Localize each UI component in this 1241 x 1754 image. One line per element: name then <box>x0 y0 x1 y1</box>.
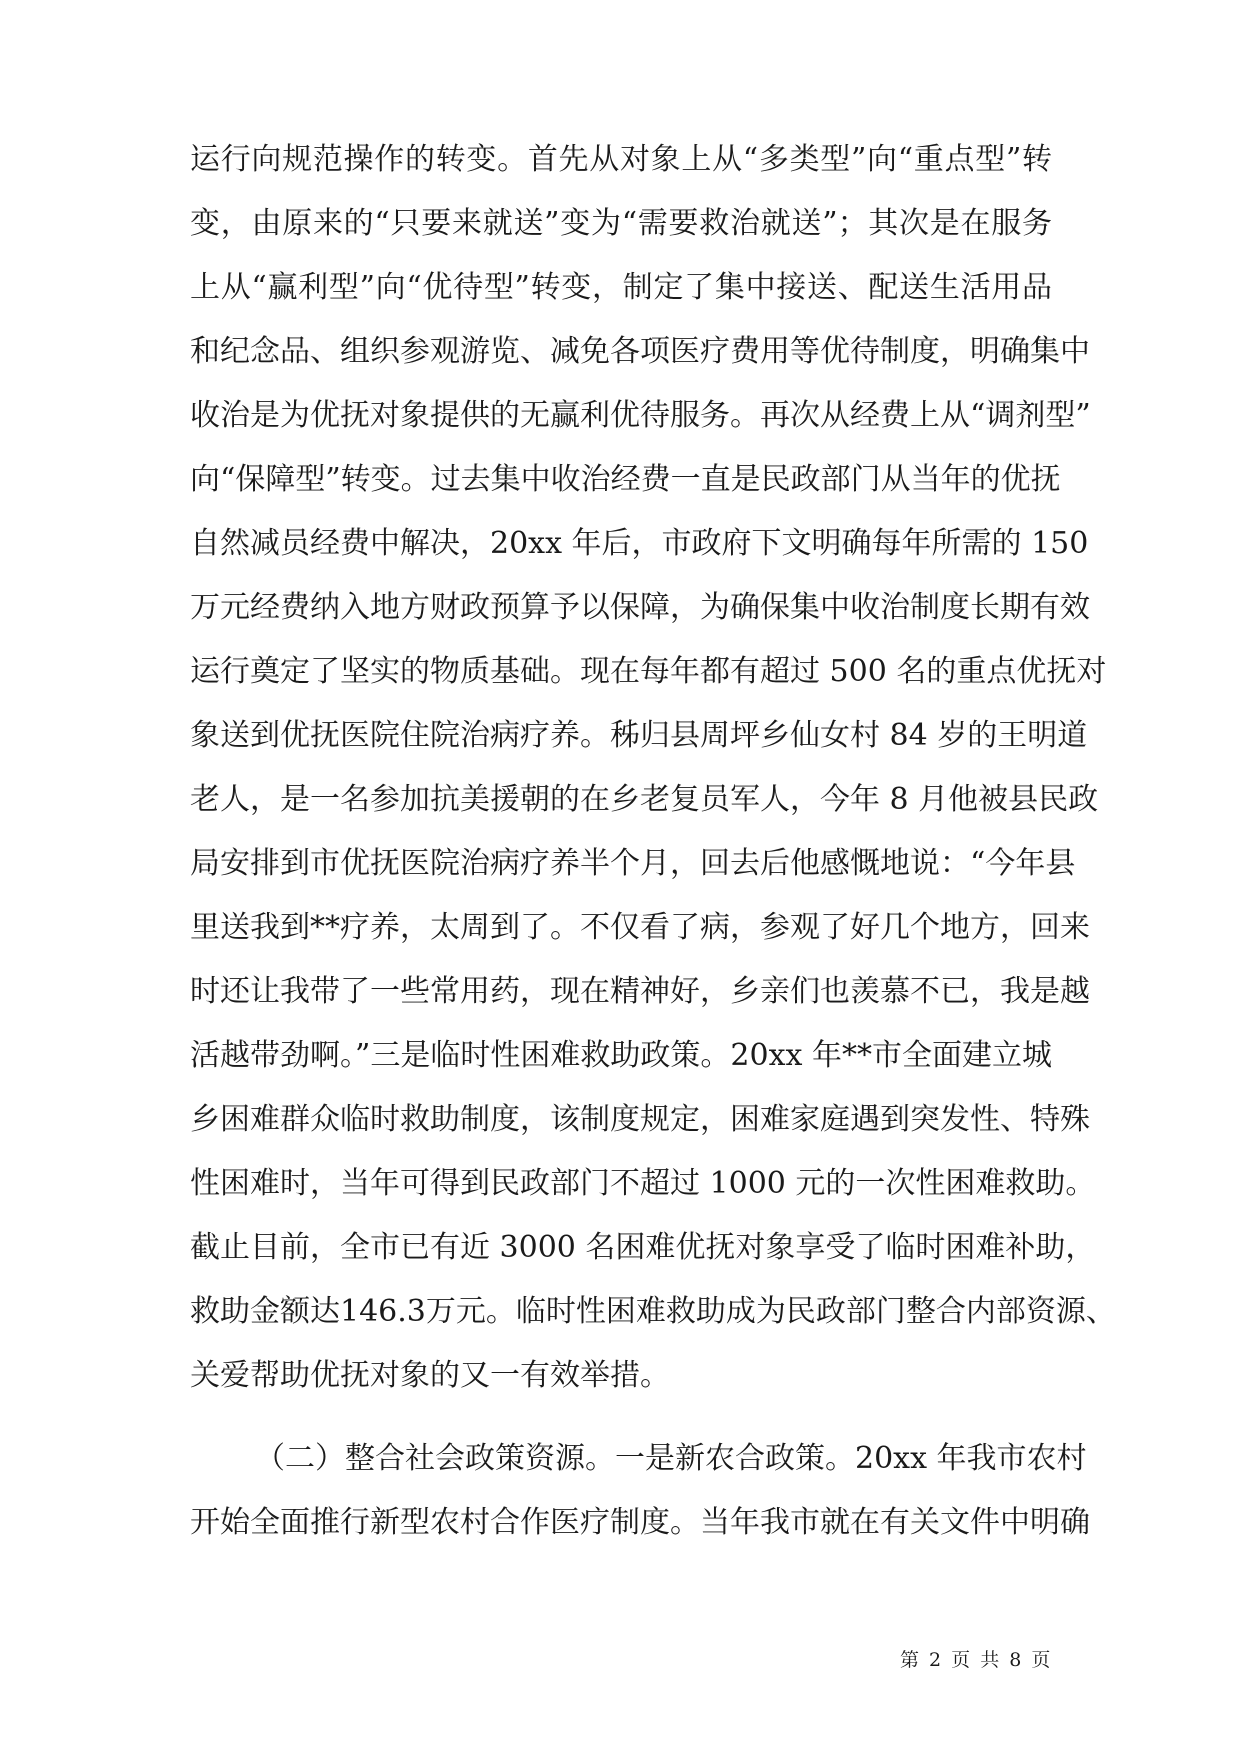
body-line: 局安排到市优抚医院治病疗养半个月，回去后他感慨地说：“今年县 <box>190 846 1076 881</box>
body-line: 变，由原来的“只要来就送”变为“需要救治就送”；其次是在服务 <box>190 206 1052 241</box>
body-line: 和纪念品、组织参观游览、减免各项医疗费用等优待制度，明确集中 <box>190 334 1090 369</box>
body-line: 象送到优抚医院住院治病疗养。秭归县周坪乡仙女村 84 岁的王明道 <box>190 718 1088 753</box>
body-line: 运行奠定了坚实的物质基础。现在每年都有超过 500 名的重点优抚对 <box>190 654 1107 689</box>
body-line: 上从“赢利型”向“优待型”转变，制定了集中接送、配送生活用品 <box>190 270 1052 305</box>
body-line: 活越带劲啊。”三是临时性困难救助政策。20xx 年**市全面建立城 <box>190 1038 1052 1073</box>
body-line: 向“保障型”转变。过去集中收治经费一直是民政部门从当年的优抚 <box>190 462 1061 497</box>
body-line: 里送我到**疗养，太周到了。不仅看了病，参观了好几个地方，回来 <box>190 910 1090 945</box>
body-line: 关爱帮助优抚对象的又一有效举措。 <box>190 1358 670 1393</box>
body-line: 收治是为优抚对象提供的无赢利优待服务。再次从经费上从“调剂型” <box>190 398 1091 433</box>
body-line: 自然减员经费中解决，20xx 年后，市政府下文明确每年所需的 150 <box>190 526 1089 561</box>
page-number: 第 2 页 共 8 页 <box>900 1649 1053 1671</box>
body-line: 截止目前，全市已有近 3000 名困难优抚对象享受了临时困难补助， <box>190 1230 1096 1265</box>
body-line: 时还让我带了一些常用药，现在精神好，乡亲们也羡慕不已，我是越 <box>190 974 1090 1009</box>
body-line: 性困难时，当年可得到民政部门不超过 1000 元的一次性困难救助。 <box>190 1166 1096 1201</box>
body-line: 老人，是一名参加抗美援朝的在乡老复员军人，今年 8 月他被县民政 <box>190 782 1099 817</box>
body-line: 救助金额达146.3万元。临时性困难救助成为民政部门整合内部资源、 <box>190 1294 1116 1329</box>
body-line: 运行向规范操作的转变。首先从对象上从“多类型”向“重点型”转 <box>190 142 1052 177</box>
body-line: 万元经费纳入地方财政预算予以保障，为确保集中收治制度长期有效 <box>190 590 1090 625</box>
body-line: 乡困难群众临时救助制度，该制度规定，困难家庭遇到突发性、特殊 <box>190 1102 1090 1137</box>
body-line: 开始全面推行新型农村合作医疗制度。当年我市就在有关文件中明确 <box>190 1505 1090 1540</box>
section-heading-line: （二）整合社会政策资源。一是新农合政策。20xx 年我市农村 <box>255 1441 1087 1476</box>
